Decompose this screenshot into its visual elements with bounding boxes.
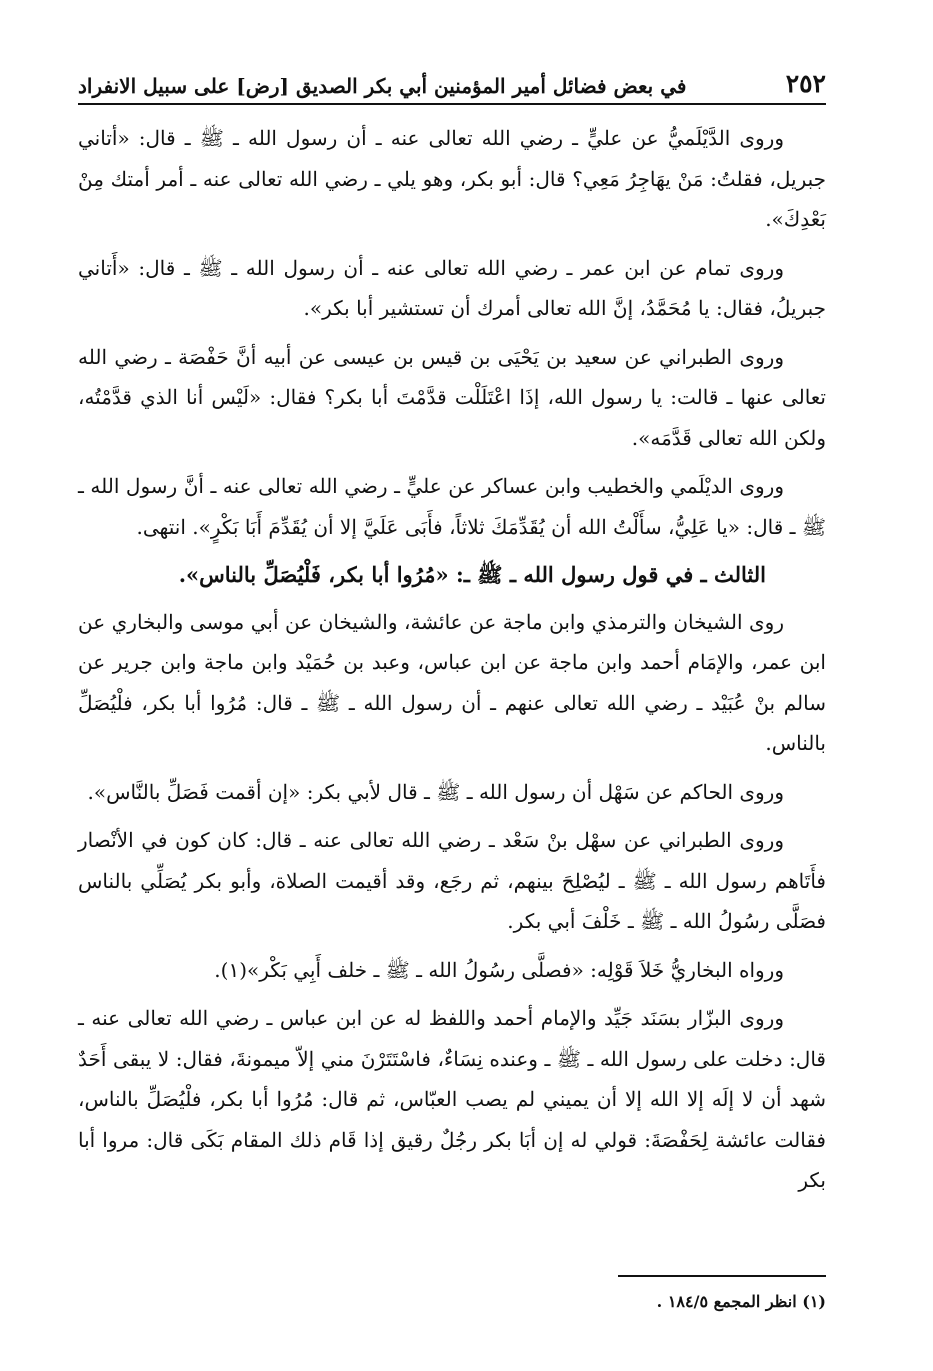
- section-heading: الثالث ـ في قول رسول الله ـ ﷺ ـ: «مُرُوا أبا بكر، فَلْيُصَلِّ بالناس».: [178, 562, 766, 587]
- paragraph: وروى الطبراني عن سهْل بنْ سَعْد ـ رضي الله تعالى عنه ـ قال: كان كون في الأنْصار فأَتَاهم رسول الله ـ ﷺ ـ ليُصْلِحَ بينهم، ثم رجَع، وقد أقيمت الصلاة، وأبو بكر يُصَلِّي بالناس فصَلَّى رسُولُ الله ـ ﷺ ـ خَلْفَ أبي بكر.: [78, 828, 826, 933]
- running-header: [78, 58, 826, 98]
- paragraph: وروى الديْلَمي والخطيب وابن عساكر عن عليٍّ ـ رضي الله تعالى عنه ـ أنَّ رسول الله ـ ﷺ ـ قال: «يا عَلِيُّ، سأَلْتُ الله أن يُقَدِّمَكَ ثلاثاً، فأَبَى عَلَيَّ إلا أن يُقَدِّمَ أَبَا بَكْرٍ». انتهى.: [78, 474, 826, 539]
- paragraph: وروى تمام عن ابن عمر ـ رضي الله تعالى عنه ـ أن رسول الله ـ ﷺ ـ قال: «أَتاني جبريلُ، فقال: يا مُحَمَّدُ، إنَّ الله تعالى أمرك أن تستشير أبا بكر».: [78, 255, 826, 320]
- paragraph: وروى الحاكم عن سَهْل أن رسول الله ـ ﷺ ـ قال لأبي بكر: «إن أقمت فَصَلِّ بالنَّاس».: [87, 779, 784, 804]
- paragraph: وروى الدَّيْلَميُّ عن عليٍّ ـ رضي الله تعالى عنه ـ أن رسول الله ـ ﷺ ـ قال: «أتاني جبريل، فقلتُ: مَنْ يهَاجِرُ مَعِي؟ قال: أبو بكر، وهو يلي ـ رضي الله تعالى عنه ـ أمر أمتك مِنْ بَعْدِكَ».: [78, 126, 826, 231]
- paragraph: ورواه البخاريُّ خَلاَ قَوْلِه: «فصلَّى رسُولُ الله ـ ﷺ ـ خلف أَبِي بَكْر»(١).: [214, 957, 784, 982]
- paragraph: وروى البزّار بسَنَد جَيِّد والإمام أحمد واللفظ له عن ابن عباس ـ رضي الله تعالى عنه ـ قال: دخلت على رسول الله ـ ﷺ ـ وعنده نِسَاءٌ، فاسْتَتَرْنَ مني إلاّ ميمونةَ، فقال: لا يبقى أَحَدٌ شهد أن لا إلَه إلا الله إلا أن يميني لم يصب العبّاس، ثم قال: مُرُوا أبا بكر، فلْيُصَلِّ بالناس، فقالت عائشة لِحَفْصَةَ: قولي له إن أبَا بكر رجُلٌ رقيق إذا قَام ذلك المقام بَكَى قال: مروا أبا بكر: [78, 1006, 826, 1192]
- page-number: ٢٥٢: [785, 69, 826, 98]
- footnote: (١) انظر المجمع ١٨٤/٥ .: [656, 1292, 826, 1311]
- paragraph: روى الشيخان والترمذي وابن ماجة عن عائشة، والشيخان عن أبي موسى والبخاري عن ابن عمر، والإمَام أحمد وابن ماجة عن ابن عباس، وعبد بن حُمَيْد وابن ماجة وابن جرير عن سالم بنْ عُبَيْد ـ رضي الله تعالى عنهم ـ أن رسول الله ـ ﷺ ـ قال: مُرُوا أبا بكر، فلْيُصَلِّ بالناس.: [78, 609, 826, 755]
- main-text: [78, 118, 826, 1209]
- running-title: في بعض فضائل أمير المؤمنين أبي بكر الصديق [رض] على سبيل الانفراد: [78, 74, 687, 98]
- header-divider: [78, 103, 826, 105]
- paragraph: وروى الطبراني عن سعيد بن يَحْيَى بن قيس بن عيسى عن أبيه أنَّ حَفْصَة ـ رضي الله تعالى عنها ـ قالت: يا رسول الله، إذَا اعْتَلَلْت قدَّمْتَ أبا بكر؟ فقال: «لَيْس أنا الذي قدَّمْتُه، ولكن الله تعالى قَدَّمَه».: [78, 344, 826, 450]
- footnote-divider: [618, 1275, 826, 1277]
